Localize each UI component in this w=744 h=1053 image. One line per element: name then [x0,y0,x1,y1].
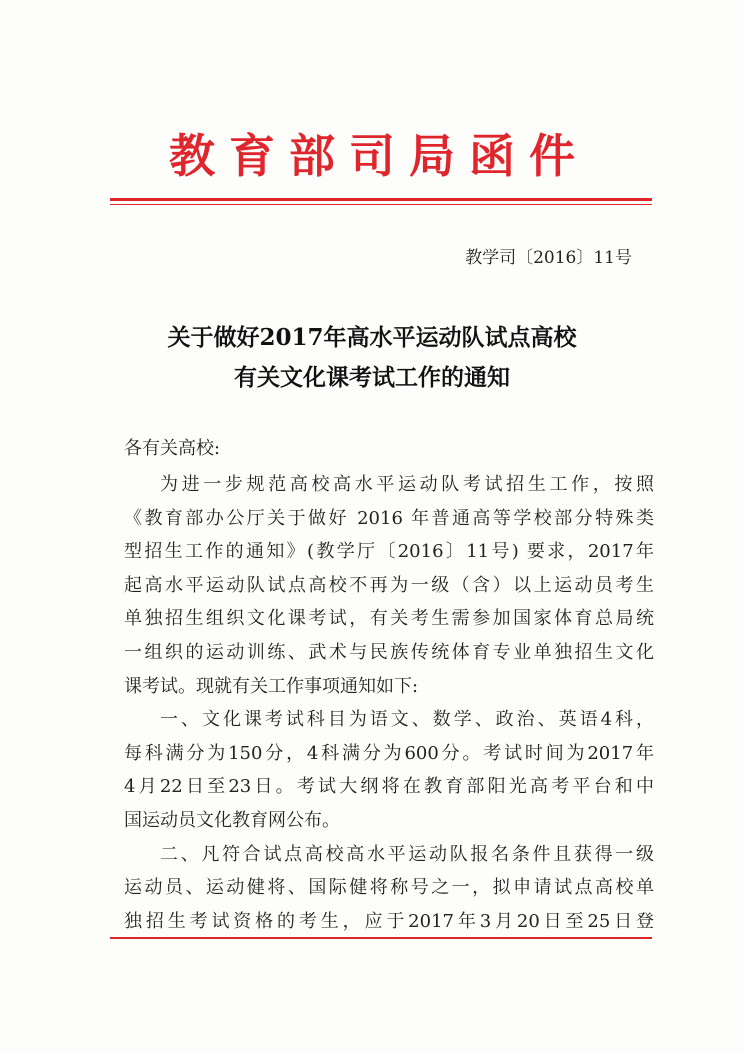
body-text [124,468,654,938]
document-title-line-2: 有关文化课考试工作的通知 [234,364,510,391]
salutation: 各有关高校: [124,438,221,459]
body-line: 型招生工作的通知》(教学厅〔2016〕11号) 要求，2017年 [124,541,654,563]
document-title-line-1: 关于做好2017年高水平运动队试点高校 [167,324,577,351]
letterhead-rule-thin [110,204,652,205]
letterhead-rule-thick [110,198,652,201]
document-title [0,318,744,398]
letterhead-title: 教育部司局函件 [169,129,589,183]
body-line: 为进一步规范高校高水平运动队考试招生工作，按照 [160,474,654,495]
body-line: 一、文化课考试科目为语文、数学、政治、英语4科， [160,709,654,731]
body-line: 课考试。现就有关工作事项通知如下: [124,675,419,697]
body-line: 单独招生组织文化课考试，有关考生需参加国家体育总局统 [124,608,654,630]
body-line: 运动员、运动健将、国际健将称号之一，拟申请试点高校单 [124,877,654,899]
body-line: 4月22日至23日。考试大纲将在教育部阳光高考平台和中 [124,776,654,798]
document-number: 教学司〔2016〕11号 [465,248,632,268]
footer-rule [110,937,652,939]
body-line: 每科满分为150分，4科满分为600分。考试时间为2017年 [124,742,654,764]
body-line: 起高水平运动队试点高校不再为一级（含）以上运动员考生 [124,574,654,596]
body-line: 二、凡符合试点高校高水平运动队报名条件且获得一级 [160,843,654,865]
body-line: 一组织的运动训练、武术与民族传统体育专业单独招生文化 [124,641,654,663]
body-line: 独招生考试资格的考生，应于2017年3月20日至25日登 [124,910,654,932]
body-line: 《教育部办公厅关于做好 2016 年普通高等学校部分特殊类 [124,507,654,529]
body-line: 国运动员文化教育网公布。 [124,809,340,831]
